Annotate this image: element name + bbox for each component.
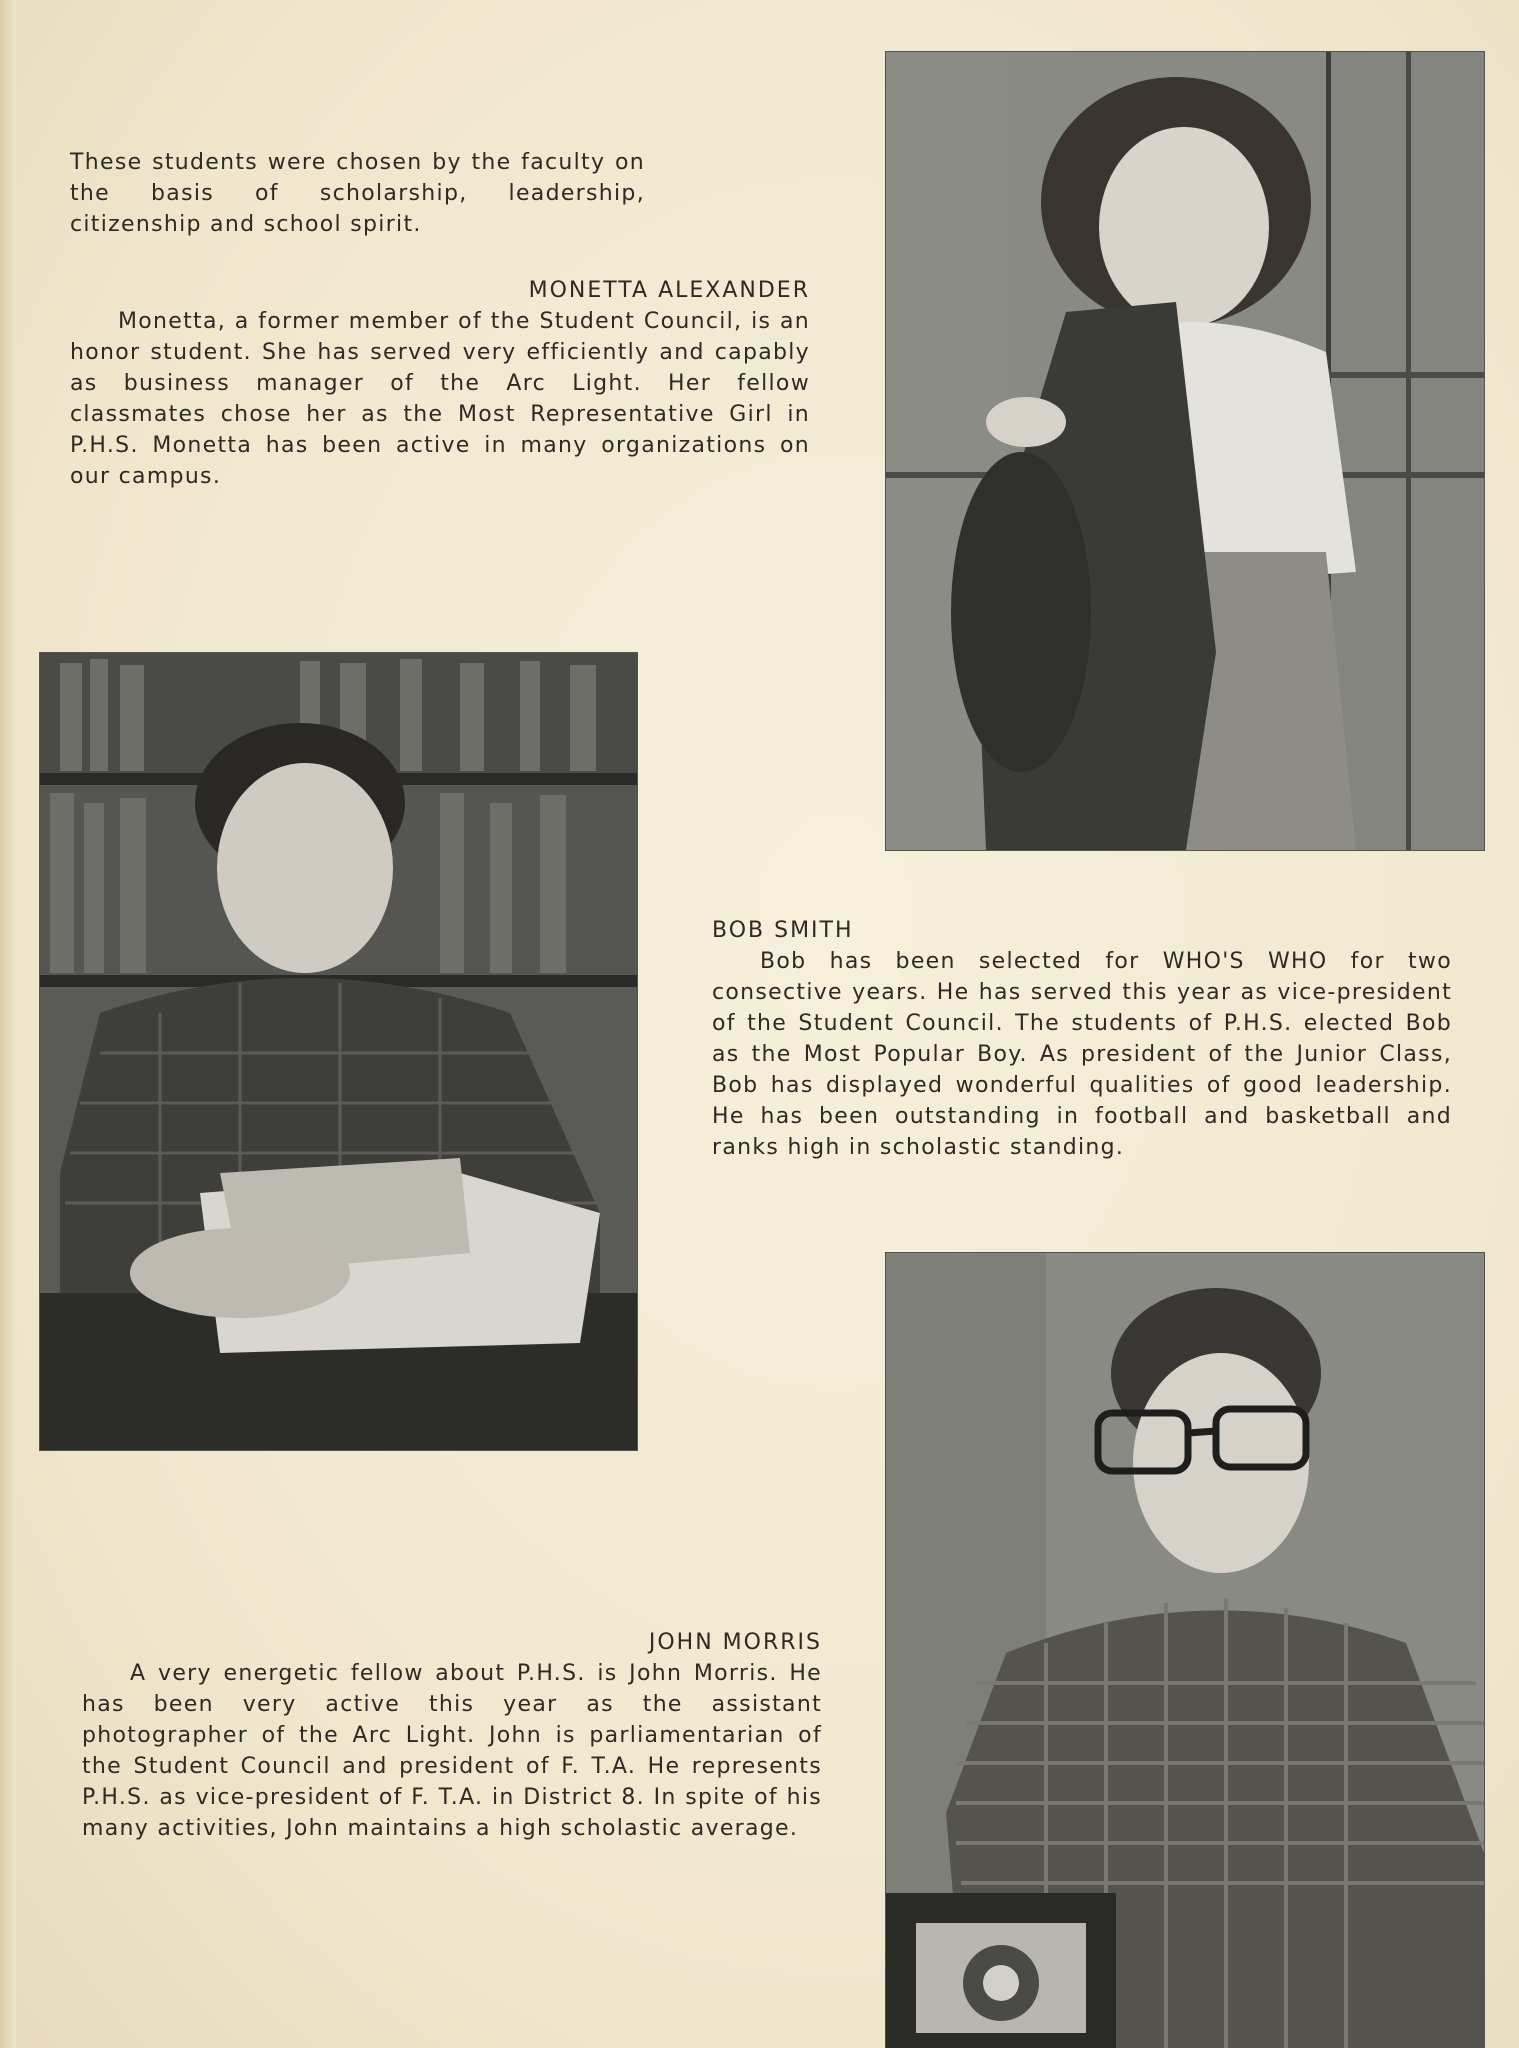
portrait-boy-with-camera xyxy=(886,1253,1484,2048)
profile-bio: Monetta, a former member of the Student Council, is an honor student. She has served very efficiently and capably as business manager of the Arc Light. Her fellow classmates chose her as the Most Representative Girl in P.H.S. Monetta has been active in many organizations on our campus. xyxy=(70,309,810,489)
photo-bob-smith xyxy=(40,653,637,1450)
profile-name: MONETTA ALEXANDER xyxy=(528,278,810,303)
binding-edge xyxy=(0,0,16,2048)
profile-name: JOHN MORRIS xyxy=(648,1630,822,1655)
profile-bob xyxy=(712,915,1452,1163)
photo-john-morris xyxy=(886,1253,1484,2048)
photo-monetta-alexander xyxy=(886,52,1484,850)
intro-paragraph xyxy=(70,147,645,240)
profile-bio: A very energetic fellow about P.H.S. is John Morris. He has been very active this year as the assistant photographer of the Arc Light. John is parliamentarian of the Student Council and president of F. T.A. He represents P.H.S. as vice-president of F. T.A. in District 8. In spite of his many activities, John maintains a high scholastic average. xyxy=(82,1661,822,1841)
profile-john xyxy=(82,1627,822,1844)
profile-name: BOB SMITH xyxy=(712,918,854,943)
profile-bio: Bob has been selected for WHO'S WHO for two consective years. He has served this year as vice-president of the Student Council. The students of P.H.S. elected Bob as the Most Popular Boy. As president of the Junior Class, Bob has displayed wonderful qualities of good leadership. He has been outstanding in football and basketball and ranks high in scholastic standing. xyxy=(712,949,1452,1160)
profile-monetta xyxy=(70,275,810,492)
portrait-boy-at-desk xyxy=(40,653,637,1450)
intro-text: These students were chosen by the faculty on the basis of scholarship, leadership, citizenship and school spirit. xyxy=(70,150,645,237)
portrait-girl-at-lockers xyxy=(886,52,1484,850)
